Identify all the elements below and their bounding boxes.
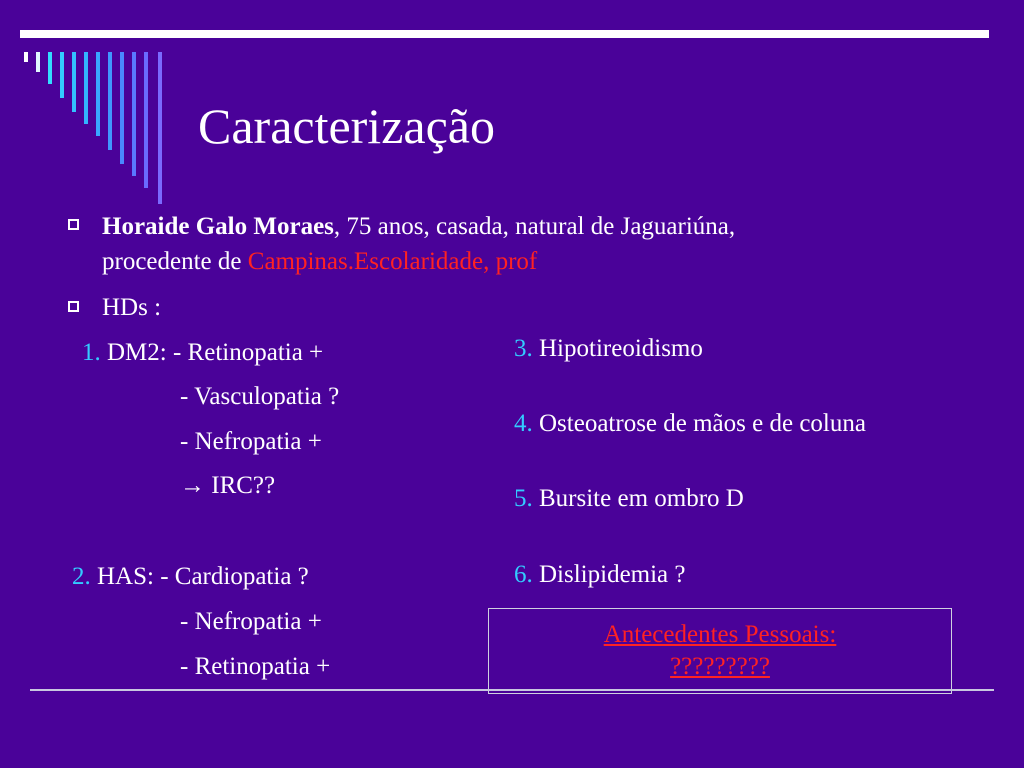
patient-info: , 75 anos, casada, natural de Jaguariúna, <box>333 213 736 240</box>
item-text: Osteoatrose de mãos e de coluna <box>532 410 866 437</box>
origin-prefix: procedente de <box>102 248 248 275</box>
list-subitem: → IRC?? <box>180 472 276 499</box>
box-title: Antecedentes Pessoais: <box>603 621 837 648</box>
item-number: 2. <box>72 563 91 590</box>
box-placeholder: ????????? <box>670 653 770 680</box>
item-text: Hipotireoidismo <box>532 335 703 362</box>
item-text: HAS: - Cardiopatia ? <box>90 563 309 590</box>
item-number: 6. <box>514 561 533 588</box>
list-item-4 <box>514 409 866 439</box>
item-text: DM2: - Retinopatia + <box>100 339 324 366</box>
bullet-hds: HDs : <box>102 294 162 321</box>
list-subitem: - Nefropatia + <box>180 428 322 455</box>
list-subitem: - Vasculopatia ? <box>180 383 340 410</box>
list-subitem: - Retinopatia + <box>180 653 331 680</box>
item-number: 3. <box>514 335 533 362</box>
item-number: 5. <box>514 485 533 512</box>
bullet-patient-line2 <box>102 245 537 278</box>
origin-highlight: Campinas.Escolaridade, prof <box>247 248 538 275</box>
list-item-6 <box>514 560 686 590</box>
patient-name: Horaide Galo Moraes <box>102 213 334 240</box>
bottom-rule <box>30 689 994 691</box>
list-item-2 <box>72 562 309 592</box>
list-subitem: - Nefropatia + <box>180 608 322 635</box>
item-number: 1. <box>82 339 101 366</box>
bullet-patient <box>102 210 735 243</box>
square-bullet-icon <box>68 301 79 312</box>
item-text: Dislipidemia ? <box>532 561 686 588</box>
list-item-1 <box>82 338 323 368</box>
list-item-3 <box>514 334 703 364</box>
slide-title: Caracterização <box>198 98 495 154</box>
list-item-5 <box>514 484 744 514</box>
decorative-stripes <box>0 0 200 210</box>
item-text: Bursite em ombro D <box>532 485 744 512</box>
square-bullet-icon <box>68 219 79 230</box>
item-number: 4. <box>514 410 533 437</box>
